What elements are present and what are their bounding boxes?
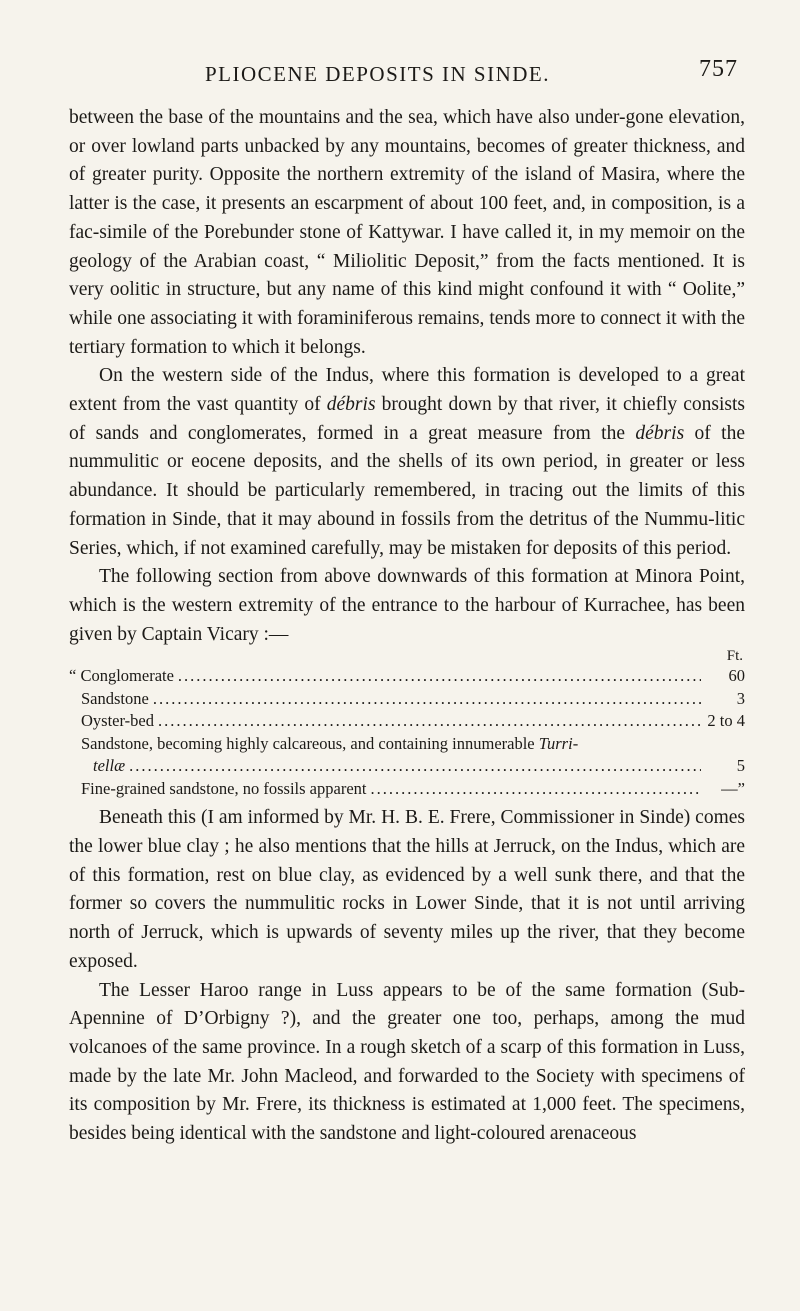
- running-title: PLIOCENE DEPOSITS IN SINDE.: [205, 62, 550, 86]
- layer-thickness: —”: [721, 778, 745, 798]
- paragraph-indus: [69, 362, 745, 563]
- page-number: 757: [699, 56, 738, 82]
- paragraph-section-intro: The following section from above downwards of this formation at Minora Point, which is the western extremity of the entrance to the harbour of Kurrachee, has been given by Captain Vicary :—: [69, 566, 745, 645]
- layer-thickness: 2 to 4: [707, 711, 745, 731]
- paragraph-beneath: Beneath this (I am informed by Mr. H. B. E. Frere, Commissioner in Sinde) comes the lower blue clay ; he also mentions that the hills at Jerruck, on the Indus, which are of this formation, rest on blue clay, as evidenced by a well sunk there, and that the former so covers the nummulitic rocks in Lower Sinde, that it is not until arriving north of Jerruck, which is upwards of seventy miles up the river, that they become exposed.: [69, 807, 745, 972]
- layer-thickness: 3: [736, 688, 745, 708]
- unit-heading: Ft.: [726, 648, 743, 665]
- layer-name: Sandstone, becoming highly calcareous, and containing innumerable Turri-: [81, 733, 579, 753]
- layer-name: Sandstone: [81, 688, 149, 708]
- section-table: [69, 665, 745, 800]
- leader-dots: [153, 688, 701, 711]
- italic-term: débris: [635, 422, 685, 444]
- layer-thickness: 60: [728, 666, 745, 686]
- italic-term: débris: [326, 394, 376, 416]
- section-row: [69, 778, 745, 801]
- paragraph-text: On the western side of the Indus, where this formation is developed to a great extent from the vast quantity of: [69, 365, 745, 416]
- leader-dots: [370, 778, 701, 801]
- section-row: [69, 688, 745, 711]
- layer-name: “ Conglomerate: [69, 666, 174, 686]
- layer-thickness: 5: [736, 756, 745, 776]
- section-row: [69, 710, 745, 733]
- body-text: [69, 104, 745, 1149]
- layer-name-continued: tellæ: [93, 756, 126, 776]
- leader-dots: [158, 710, 701, 733]
- paragraph-lesser-haroo: The Lesser Haroo range in Luss appears to be of the same formation (Sub-Apennine of D’Orbigny ?), and the greater one too, perhaps, among the mud volcanoes of the same province. In a rough sketch of a scarp of this formation in Luss, made by the late Mr. John Macleod, and forwarded to the Society with specimens of its composition by Mr. Frere, its thickness is estimated at 1,000 feet. The specimens, besides being identical with the sandstone and light-coloured arenaceous: [69, 979, 745, 1145]
- layer-name: Fine-grained sandstone, no fossils apparent: [81, 778, 367, 798]
- paragraph-continued: between the base of the mountains and the sea, which have also under-gone elevation, or over lowland parts unbacked by any mountains, becomes of greater thickness, and of greater purity. Opposite the northern extremity of the island of Masira, where the latter is the case, it presents an escarpment of about 100 feet, and, in composition, is a fac-simile of the Porebunder stone of Kattywar. I have called it, in my memoir on the geology of the Arabian coast, “ Miliolitic Deposit,” from the facts mentioned. It is very oolitic in structure, but any name of this kind might confound it with “ Oolite,” while one associating it with foraminiferous remains, tends more to connect it with the tertiary formation to which it belongs.: [69, 107, 745, 358]
- paragraph-text: brought down by that river, it chiefly consists of sands and conglomerates, formed in a great measure from the: [69, 394, 746, 444]
- leader-dots: [129, 755, 701, 778]
- section-row: [69, 665, 745, 688]
- paragraph-text: of the nummulitic or eocene deposits, and the shells of its own period, in greater or less abundance. It should be particularly remembered, in tracing out the limits of this formation in Sinde, that it may abound in fossils from the detritus of the Nummu-litic Series, which, if not examined carefully, may be mistaken for deposits of this period.: [69, 422, 746, 559]
- section-row-multiline: [69, 733, 745, 778]
- leader-dots: [178, 665, 701, 688]
- layer-name: Oyster-bed: [81, 711, 154, 731]
